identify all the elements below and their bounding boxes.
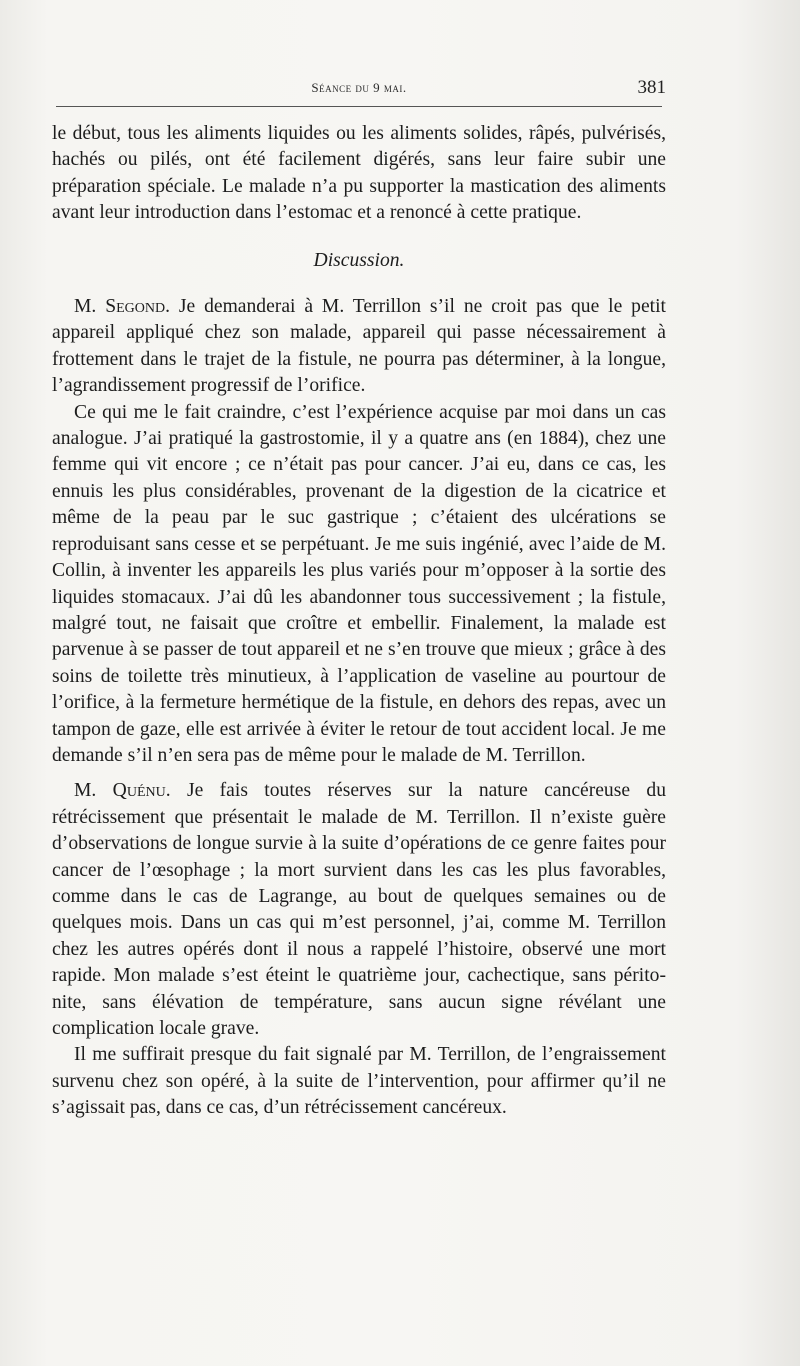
body-text	[52, 121, 666, 1122]
paragraph-segond-continued: Ce qui me le fait craindre, c’est l’expérience acquise par moi dans un cas analogue. J’ai pratiqué la gastrostomie, il y a quatre ans (en 1884), chez une femme qui vit encore ; ce n’était pas pour cancer. J’ai eu, dans ce cas, les ennuis les plus considérables, provenant de la digestion de la cicatrice et même de la peau par le suc gastrique ; c’étaient des ulcérations se reproduisant sans cesse et se perpétuant. Je me suis ingénié, avec l’aide de M. Collin, à inventer les appareils les plus variés pour m’opposer à la sortie des liquides stomacaux. J’ai dû les abandonner tous successivement ; la fistule, malgré tout, ne faisait que croître et embellir. Finalement, la malade est parvenue à se passer de tout appareil et ne s’en trouve que mieux ; grâce à des soins de toilette très minutieux, à l’application de vaseline au pourtour de l’orifice, à la fermeture hermétique de la fistule, en dehors des repas, avec un tampon de gaze, elle est arrivée à éviter le retour de tout accident local. Je me demande s’il n’en sera pas de même pour le malade de M. Terrillon.	[52, 401, 666, 766]
paragraph-text: Je demanderai à M. Terrillon s’il ne croit pas que le petit appareil appliqué chez son malade, appareil qui passe nécessairement à frottement dans le trajet de la fistule, ne pourra pas déterminer, à la longue, l’agrandissement progressif de l’orifice.	[52, 296, 666, 397]
paragraph-segond	[52, 294, 666, 400]
paragraph-quenu-continued: Il me suffirait presque du fait signalé par M. Terrillon, de l’engraissement survenu chez son opéré, à la suite de l’intervention, pour affirmer qu’il ne s’agissait pas, dans ce cas, d’un rétrécissement cancéreux.	[52, 1044, 666, 1119]
section-heading: Discussion.	[313, 249, 405, 271]
paragraph-continuation: le début, tous les aliments liquides ou les aliments solides, râpés, pulvérisés, hachés ou pilés, ont été facilement digérés, sans leur faire subir une préparation spéciale. Le malade n’a pu supporter la mastication des aliments avant leur introduction dans l’estomac et a renoncé à cette pratique.	[52, 123, 666, 224]
page-header	[52, 74, 666, 104]
paragraph-text: Je fais toutes réserves sur la nature cancéreuse du rétrécissement que présentait le malade de M. Terrillon. Il n’existe guère d’observations de longue survie à la suite d’opérations de ce genre faites pour cancer de l’œsophage ; la mort survient dans les cas les plus favorables, comme dans le cas de Lagrange, au bout de quelques semaines ou de quelques mois. Dans un cas qui m’est personnel, j’ai, comme M. Terrillon chez les autres opérés dont il nous a rappelé l’histoire, observé une mort rapide. Mon malade s’est éteint le quatrième jour, cachectique, sans péritonite, sans élévation de température, sans aucun signe révélant une complication locale grave.	[52, 780, 667, 1039]
page-number: 381	[637, 77, 666, 98]
paragraph-quenu	[52, 778, 666, 1042]
running-head: Séance du 9 mai.	[311, 80, 407, 95]
speaker-name: M. Quénu.	[74, 780, 171, 802]
header-rule	[56, 106, 662, 107]
speaker-name: M. Segond.	[74, 296, 170, 318]
